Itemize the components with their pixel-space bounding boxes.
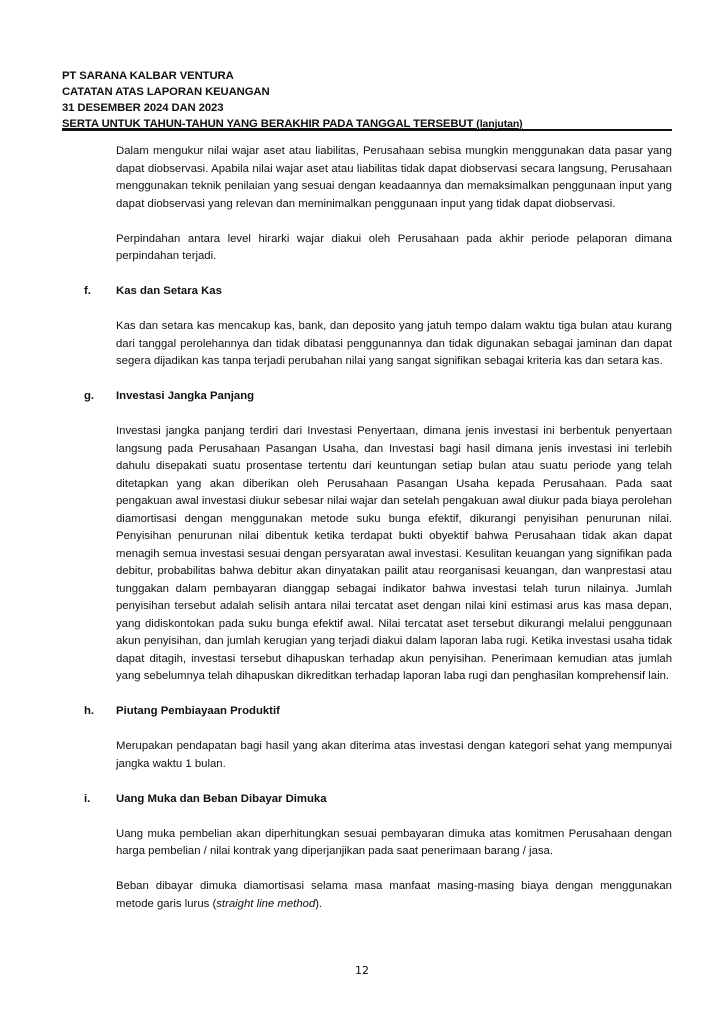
section-paragraph (116, 878, 672, 913)
document-body (84, 143, 672, 913)
section-paragraph: Kas dan setara kas mencakup kas, bank, dan deposito yang jatuh tempo dalam waktu tiga bulan atau kurang dari tanggal perolehannya dan tidak dibatasi penggunannya dan tidak digunakan sebagai jaminan dan dapat segera dijadikan kas tanpa terjadi perubahan nilai yang sangat signifikan sebagai kriteria kas dan setara kas. (116, 320, 672, 367)
paragraph-text: Beban dibayar dimuka diamortisasi selama masa manfaat masing-masing biaya dengan menggunakan metode garis lurus ( (116, 880, 672, 910)
italic-term: straight line method (216, 897, 316, 910)
paragraph-text: ). (315, 897, 323, 910)
document-title: CATATAN ATAS LAPORAN KEUANGAN (62, 86, 270, 98)
section-heading-uang-muka (84, 791, 672, 809)
section-heading-kas (84, 283, 672, 301)
page-number: 12 (355, 964, 369, 977)
intro-paragraph: Dalam mengukur nilai wajar aset atau liabilitas, Perusahaan sebisa mungkin menggunakan data pasar yang dapat diobservasi. Apabila nilai wajar aset atau liabilitas tidak dapat diobservasi secara langsung, Perusahaan menggunakan teknik penilaian yang sesuai dengan keadaannya dan memaksimalkan penggunaan input yang dapat diobservasi yang relevan dan meminimalkan penggunaan input yang tidak dapat diobservasi. (116, 145, 672, 210)
period-text: SERTA UNTUK TAHUN-TAHUN YANG BERAKHIR PADA TANGGAL TERSEBUT (62, 118, 477, 130)
section-letter: h. (84, 705, 95, 717)
section-title: Piutang Pembiayaan Produktif (116, 705, 280, 717)
section-letter: f. (84, 285, 91, 297)
section-letter: g. (84, 390, 95, 402)
company-name: PT SARANA KALBAR VENTURA (62, 70, 234, 82)
document-header (62, 68, 672, 132)
intro-paragraph: Perpindahan antara level hirarki wajar diakui oleh Perusahaan pada akhir periode pelaporan dimana perpindahan terjadi. (116, 232, 672, 262)
section-heading-piutang (84, 703, 672, 721)
section-paragraph: Investasi jangka panjang terdiri dari Investasi Penyertaan, dimana jenis investasi ini berbentuk penyertaan langsung pada Perusahaan Pasangan Usaha, dan Investasi bagi hasil dimana jenis investasi ini terlebih dahulu disepakati suatu prosentase tertentu dari keuntungan setiap bulan atau suatu periode yang telah ditetapkan yang akan diberikan oleh Perusahaan Pasangan Usaha kepada Perusahaan. Pada saat pengakuan awal investasi diukur sebesar nilai wajar dan setelah pengakuan awal diukur pada biaya perolehan diamortisasi dengan menggunakan metode suku bunga efektif, dikurangi penyisihan penurunan nilai. Penyisihan penurunan nilai dibentuk ketika terdapat bukti obyektif bahwa Perusahaan tidak akan dapat menagih semua investasi sesuai dengan persyaratan awal investasi. Kesulitan keuangan yang signifikan pada debitur, probabilitas bahwa debitur akan dinyatakan pailit atau reorganisasi keuangan, dan wanprestasi atau tunggakan dalam pembayaran dianggap sebagai indikator bahwa investasi telah turun nilainya. Jumlah penyisihan tersebut adalah selisih antara nilai tercatat aset dengan nilai kini estimasi arus kas masa depan, yang didiskontokan pada suku bunga efektif awal. Nilai tercatat aset tersebut dikurangi melalui penggunaan akun penyisihan, dan jumlah kerugian yang terjadi diakui dalam laporan laba rugi. Ketika investasi usaha tidak dapat ditagih, investasi tersebut dihapuskan terhadap akun penyisihan. Penerimaan kemudian atas jumlah yang sebelumnya telah dihapuskan dikreditkan terhadap laporan laba rugi dan penghasilan komprehensif lain. (116, 425, 672, 682)
section-title: Kas dan Setara Kas (116, 285, 222, 297)
header-divider (62, 129, 672, 131)
report-date: 31 DESEMBER 2024 DAN 2023 (62, 102, 224, 114)
section-title: Investasi Jangka Panjang (116, 390, 255, 402)
section-paragraph: Merupakan pendapatan bagi hasil yang akan diterima atas investasi dengan kategori sehat yang mempunyai jangka waktu 1 bulan. (116, 740, 672, 770)
section-heading-investasi (84, 388, 672, 406)
section-letter: i. (84, 792, 91, 805)
section-paragraph: Uang muka pembelian akan diperhitungkan sesuai pembayaran dimuka atas komitmen Perusahaan dengan harga pembelian / nilai kontrak yang diperjanjikan pada saat penerimaan barang / jasa. (116, 827, 672, 857)
section-title: Uang Muka dan Beban Dibayar Dimuka (116, 792, 327, 805)
continued-label: (lanjutan) (476, 118, 523, 130)
